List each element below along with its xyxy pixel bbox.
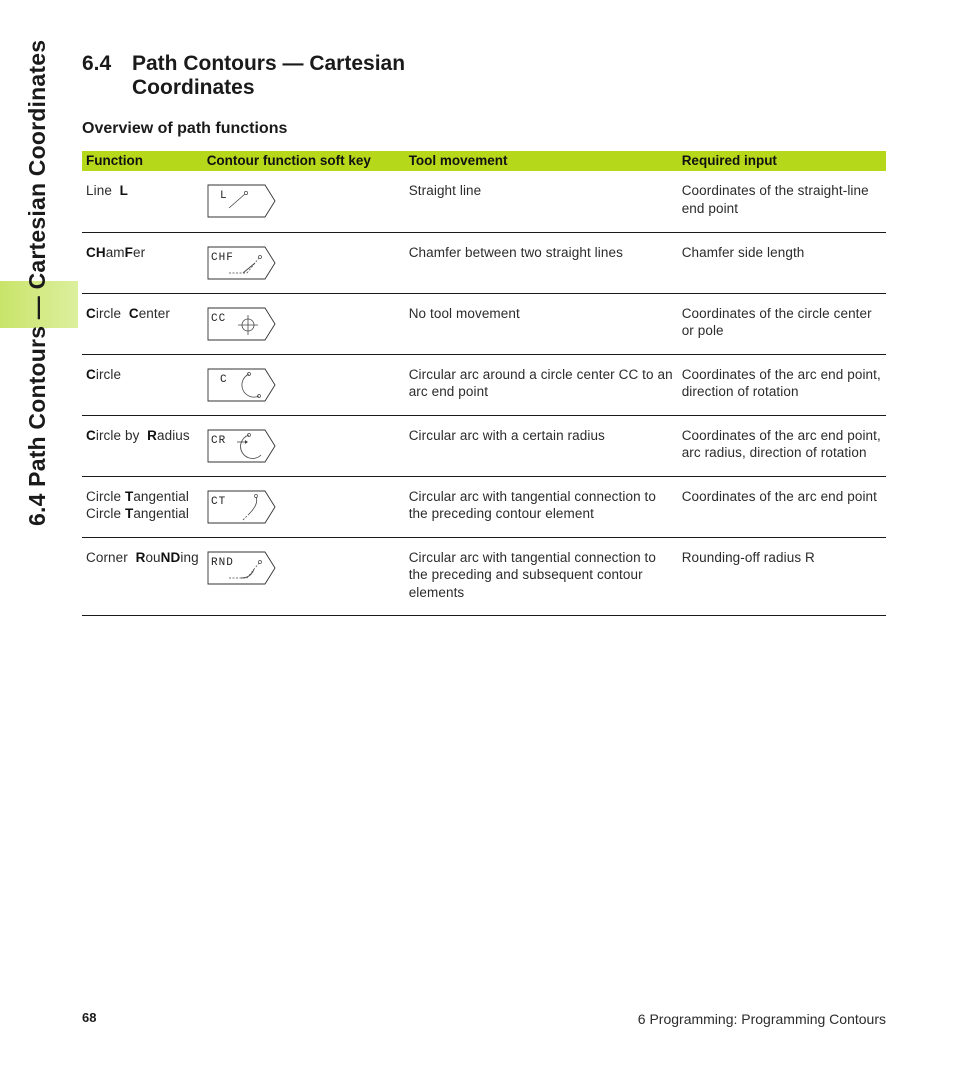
- tool-movement: Circular arc around a circle center CC to an arc end point: [405, 354, 678, 415]
- header-required-input: Required input: [678, 151, 886, 171]
- soft-key-cell: [203, 293, 405, 354]
- page-number: 68: [82, 1010, 97, 1025]
- softkey-circle-tangential[interactable]: [207, 490, 277, 524]
- softkey-label: CT: [210, 495, 226, 508]
- tool-movement: No tool movement: [405, 293, 678, 354]
- tool-movement: Circular arc with a certain radius: [405, 415, 678, 476]
- tool-movement: Chamfer between two straight lines: [405, 232, 678, 293]
- header-function: Function: [82, 151, 203, 171]
- path-functions-table: [82, 151, 886, 616]
- softkey-line[interactable]: [207, 184, 277, 218]
- function-corner-rounding: Corner RouNDing: [82, 537, 203, 615]
- table-row: [82, 232, 886, 293]
- tool-movement: Circular arc with tangential connection to the preceding and subsequent contour elements: [405, 537, 678, 615]
- soft-key-cell: [203, 476, 405, 537]
- section-number: 6.4: [82, 52, 112, 75]
- table-row: [82, 415, 886, 476]
- required-input: Rounding-off radius R: [678, 537, 886, 615]
- function-circle-center: Circle Center: [82, 293, 203, 354]
- soft-key-cell: [203, 537, 405, 615]
- table-header-row: [82, 151, 886, 171]
- softkey-label: C: [219, 373, 227, 386]
- required-input: Coordinates of the arc end point, arc radius, direction of rotation: [678, 415, 886, 476]
- soft-key-cell: [203, 171, 405, 232]
- soft-key-cell: [203, 354, 405, 415]
- softkey-label: CC: [210, 312, 226, 325]
- required-input: Coordinates of the arc end point: [678, 476, 886, 537]
- softkey-circle-radius[interactable]: [207, 429, 277, 463]
- required-input: Coordinates of the arc end point, direction of rotation: [678, 354, 886, 415]
- softkey-corner-rounding[interactable]: [207, 551, 277, 585]
- table-row: [82, 476, 886, 537]
- header-soft-key: Contour function soft key: [203, 151, 405, 171]
- function-line: Line L: [82, 171, 203, 232]
- softkey-label: CHF: [210, 251, 234, 264]
- table-row: [82, 354, 886, 415]
- side-title-text: 6.4 Path Contours — Cartesian Coordinates: [24, 39, 50, 526]
- softkey-circle-center[interactable]: [207, 307, 277, 341]
- function-circle: Circle: [82, 354, 203, 415]
- tool-movement: Straight line: [405, 171, 678, 232]
- function-circle-tangential: Circle Tangential Circle Tangential: [82, 476, 203, 537]
- table-row: [82, 171, 886, 232]
- required-input: Coordinates of the straight-line end point: [678, 171, 886, 232]
- header-tool-movement: Tool movement: [405, 151, 678, 171]
- softkey-label: CR: [210, 434, 226, 447]
- softkey-circle[interactable]: [207, 368, 277, 402]
- function-circle-radius: Circle by Radius: [82, 415, 203, 476]
- softkey-label: RND: [210, 556, 234, 569]
- section-title-line1: Path Contours — Cartesian: [132, 52, 406, 75]
- footer-chapter: 6 Programming: Programming Contours: [637, 1011, 886, 1027]
- table-row: [82, 537, 886, 615]
- section-title-line2: Coordinates: [132, 76, 255, 99]
- soft-key-cell: [203, 415, 405, 476]
- required-input: Chamfer side length: [678, 232, 886, 293]
- softkey-chamfer[interactable]: [207, 246, 277, 280]
- table-row: [82, 293, 886, 354]
- softkey-label: L: [219, 190, 227, 202]
- section-title: [82, 52, 502, 100]
- subheading: Overview of path functions: [82, 120, 288, 137]
- function-chamfer: CHamFer: [82, 232, 203, 293]
- tool-movement: Circular arc with tangential connection to the preceding contour element: [405, 476, 678, 537]
- side-title: [14, 0, 66, 580]
- required-input: Coordinates of the circle center or pole: [678, 293, 886, 354]
- soft-key-cell: [203, 232, 405, 293]
